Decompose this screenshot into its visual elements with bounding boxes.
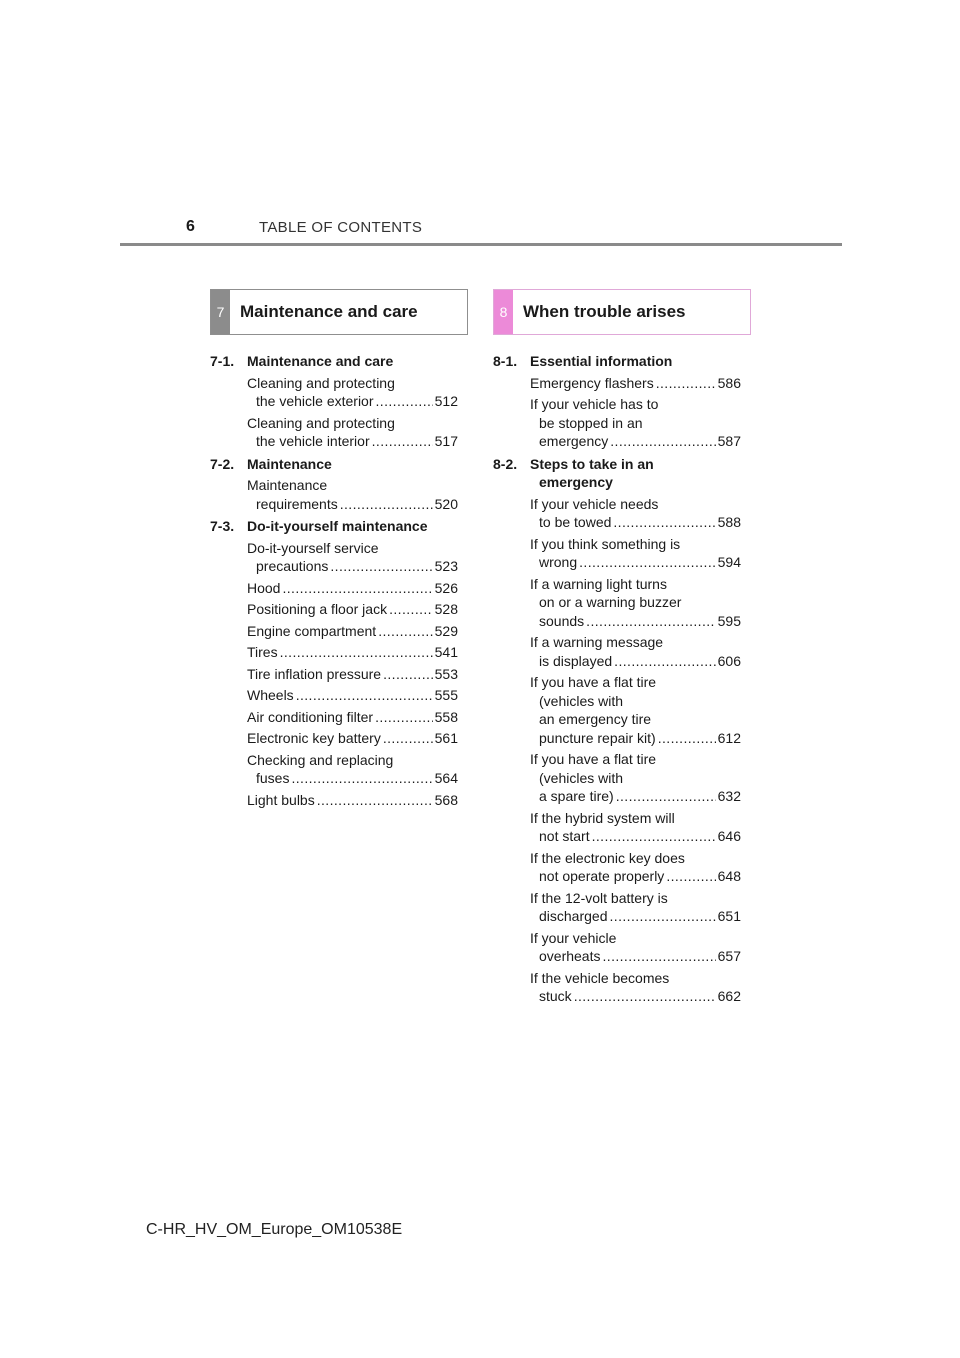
entry-title-line: Wheels (247, 687, 294, 703)
entry-leader-line (247, 392, 458, 411)
toc-entry-link[interactable] (530, 849, 741, 886)
dot-leader (296, 686, 433, 705)
entry-title-line: Cleaning and protecting (247, 414, 395, 431)
entry-leader-line (530, 729, 741, 748)
entry-title-line: wrong (539, 554, 578, 570)
group-heading (493, 352, 741, 371)
toc-entry-link[interactable] (247, 622, 458, 641)
page-ref: 594 (717, 554, 741, 570)
page-ref: 555 (434, 687, 458, 703)
page-header-title: TABLE OF CONTENTS (259, 219, 423, 236)
toc-entry-link[interactable] (530, 374, 741, 393)
section-8-title: When trouble arises (523, 302, 686, 321)
dot-leader (666, 867, 715, 886)
dot-leader (280, 643, 433, 662)
entry-leader-line (530, 553, 741, 572)
group-title (530, 352, 741, 371)
toc-entry-link[interactable] (530, 575, 741, 631)
entry-title-line: requirements (256, 495, 338, 512)
toc-group (210, 352, 458, 451)
group-number: 8-2. (493, 455, 518, 472)
dot-leader (656, 374, 716, 393)
entry-title-line: discharged (539, 908, 608, 924)
dot-leader (574, 987, 716, 1006)
entry-leader-line (247, 557, 458, 576)
group-heading (210, 517, 458, 536)
page-ref: 561 (434, 730, 458, 746)
entry-title-line: Cleaning and protecting (247, 374, 395, 391)
entry-title-line: stuck (539, 988, 572, 1004)
toc-entry-link[interactable] (247, 374, 458, 411)
dot-leader (375, 708, 433, 727)
entry-title-line: is displayed (539, 652, 613, 669)
group-number: 7-1. (210, 353, 235, 369)
entry-title-line: If your vehicle needs (530, 495, 659, 512)
entry-title-line: Tires (247, 644, 278, 660)
dot-leader (383, 665, 433, 684)
page-ref: 632 (717, 788, 741, 804)
toc-entry-link[interactable] (247, 729, 458, 748)
entry-title-line: Do-it-yourself service (247, 539, 379, 556)
entry-title-line: to be towed (539, 514, 612, 530)
dot-leader (376, 392, 433, 411)
group-heading (493, 455, 741, 492)
dot-leader (613, 513, 715, 532)
entry-title-line: (vehicles with (539, 692, 624, 709)
entry-title-line: If the electronic key does (530, 849, 685, 866)
page-ref: 568 (434, 791, 458, 808)
toc-entry-link[interactable] (247, 643, 458, 662)
page-ref: 588 (717, 514, 741, 530)
entry-title-line: an emergency tire (539, 711, 652, 727)
entry-title-line: overheats (539, 948, 601, 964)
entry-title-line: If you have a flat tire (530, 751, 657, 767)
page-ref: 528 (434, 601, 458, 617)
group-heading (210, 455, 458, 474)
toc-entry-link[interactable] (247, 665, 458, 684)
entry-title-line: (vehicles with (539, 769, 624, 786)
page-ref: 606 (717, 652, 741, 669)
page-ref: 520 (434, 495, 458, 512)
entry-title-line: If your vehicle (530, 929, 617, 946)
page-ref: 529 (434, 622, 458, 639)
group-title-line: Maintenance (247, 455, 332, 472)
entry-title-line: Tire inflation pressure (247, 665, 382, 682)
page-ref: 595 (717, 612, 741, 629)
dot-leader (291, 769, 432, 788)
page-ref: 586 (717, 374, 741, 391)
entry-leader-line (530, 987, 741, 1006)
entry-title-line: the vehicle exterior (256, 393, 374, 409)
page-ref: 587 (717, 433, 741, 449)
dot-leader (592, 827, 716, 846)
group-title-line: Steps to take in an (530, 455, 654, 472)
dot-leader (579, 553, 716, 572)
group-heading (210, 352, 458, 371)
dot-leader (383, 729, 433, 748)
dot-leader (282, 579, 432, 598)
page-ref: 558 (434, 708, 458, 725)
entry-title-line: the vehicle interior (256, 433, 370, 449)
toc-column-right (493, 352, 741, 1010)
page-ref: 517 (434, 433, 458, 449)
entry-leader-line (530, 652, 741, 671)
dot-leader (317, 791, 433, 810)
group-title-line: Do-it-yourself maintenance (247, 518, 428, 534)
page-ref: 541 (434, 644, 458, 660)
entry-title-line: Emergency flashers (530, 374, 654, 391)
toc-entry-link[interactable] (530, 809, 741, 846)
dot-leader (372, 432, 433, 451)
group-title (247, 455, 458, 474)
group-title (247, 517, 458, 536)
entry-title-line: precautions (256, 558, 329, 574)
entry-leader-line (247, 643, 458, 662)
entry-leader-line (530, 612, 741, 631)
section-7-title: Maintenance and care (240, 302, 418, 321)
group-title-line: Maintenance and care (247, 353, 394, 369)
toc-entry-link[interactable] (247, 708, 458, 727)
toc-entry-link[interactable] (247, 600, 458, 619)
entry-title-line: Air conditioning filter (247, 708, 374, 725)
dot-leader (658, 729, 716, 748)
document-code: C-HR_HV_OM_Europe_OM10538E (146, 1221, 403, 1238)
group-number: 7-2. (210, 455, 235, 472)
entry-leader-line (247, 665, 458, 684)
toc-entry-link[interactable] (247, 751, 458, 788)
group-title-line: emergency (539, 474, 613, 490)
entry-leader-line (530, 867, 741, 886)
page-ref: 657 (717, 948, 741, 964)
entry-title-line: a spare tire) (539, 788, 614, 804)
toc-entry-link[interactable] (247, 579, 458, 598)
page-ref: 648 (717, 868, 741, 884)
entry-leader-line (247, 729, 458, 748)
dot-leader (602, 947, 715, 966)
entry-leader-line (247, 495, 458, 514)
section-8-tab: 8 (494, 290, 513, 334)
entry-title-line: Electronic key battery (247, 730, 381, 746)
toc-group (493, 455, 741, 1006)
entry-leader-line (530, 787, 741, 806)
group-number: 8-1. (493, 353, 518, 369)
entry-leader-line (247, 686, 458, 705)
entry-title-line: not operate properly (539, 868, 665, 884)
page-ref: 612 (717, 729, 741, 746)
entry-leader-line (247, 769, 458, 788)
toc-entry-link[interactable] (247, 791, 458, 810)
dot-leader (330, 557, 432, 576)
group-title (530, 455, 741, 492)
entry-leader-line (247, 622, 458, 641)
entry-leader-line (247, 791, 458, 810)
entry-title-line: be stopped in an (539, 414, 643, 431)
toc-entry-link[interactable] (530, 673, 741, 747)
entry-title-line: not start (539, 828, 590, 844)
toc-group (493, 352, 741, 451)
entry-title-line: If a warning message (530, 634, 664, 650)
dot-leader (610, 432, 715, 451)
toc-entry-link[interactable] (247, 414, 458, 451)
entry-title-line: If the hybrid system will (530, 809, 675, 826)
entry-title-line: Hood (247, 579, 281, 596)
section-7-tab: 7 (211, 290, 230, 334)
toc-entry-link[interactable] (530, 395, 741, 451)
entry-title-line: If you think something is (530, 535, 681, 552)
dot-leader (614, 652, 715, 671)
entry-title-line: sounds (539, 612, 585, 629)
page-ref: 564 (434, 770, 458, 786)
entry-title-line: If the vehicle becomes (530, 969, 670, 986)
page-number: 6 (186, 218, 195, 235)
page-ref: 523 (434, 558, 458, 574)
entry-leader-line (247, 432, 458, 451)
entry-leader-line (530, 907, 741, 926)
entry-title-line: If your vehicle has to (530, 396, 659, 412)
dot-leader (378, 622, 432, 641)
dot-leader (586, 612, 715, 631)
header-rule (120, 243, 842, 246)
entry-leader-line (530, 513, 741, 532)
page-ref: 526 (434, 579, 458, 596)
dot-leader (610, 907, 716, 926)
toc-entry-link[interactable] (530, 535, 741, 572)
group-number: 7-3. (210, 518, 235, 534)
group-title (247, 352, 458, 371)
page-ref: 512 (434, 393, 458, 409)
entry-leader-line (247, 600, 458, 619)
entry-leader-line (247, 708, 458, 727)
entry-title-line: Light bulbs (247, 791, 315, 808)
section-8-header[interactable] (493, 289, 751, 335)
toc-group (210, 455, 458, 514)
toc-entry-link[interactable] (530, 889, 741, 926)
toc-entry-link[interactable] (530, 969, 741, 1006)
dot-leader (389, 600, 433, 619)
entry-leader-line (530, 947, 741, 966)
entry-title-line: emergency (539, 433, 609, 449)
entry-leader-line (530, 827, 741, 846)
section-7-header[interactable] (210, 289, 468, 335)
toc-entry-link[interactable] (247, 476, 458, 513)
toc-entry-link[interactable] (247, 686, 458, 705)
toc-entry-link[interactable] (530, 929, 741, 966)
entry-leader-line (530, 432, 741, 451)
entry-title-line: on or a warning buzzer (539, 594, 682, 610)
entry-leader-line (530, 374, 741, 393)
page-ref: 651 (717, 908, 741, 924)
group-title-line: Essential information (530, 353, 673, 369)
entry-title-line: Maintenance (247, 477, 328, 493)
entry-title-line: fuses (256, 770, 290, 786)
entry-title-line: puncture repair kit) (539, 729, 656, 746)
page-ref: 662 (717, 988, 741, 1004)
toc-entry-link[interactable] (530, 495, 741, 532)
entry-title-line: If a warning light turns (530, 575, 667, 592)
entry-title-line: Checking and replacing (247, 751, 394, 768)
entry-title-line: If the 12-volt battery is (530, 889, 668, 906)
toc-column-left (210, 352, 458, 813)
toc-entry-link[interactable] (530, 750, 741, 806)
page-ref: 646 (717, 828, 741, 844)
toc-group (210, 517, 458, 809)
toc-entry-link[interactable] (247, 539, 458, 576)
page-ref: 553 (434, 665, 458, 682)
entry-title-line: Engine compartment (247, 622, 377, 639)
dot-leader (616, 787, 716, 806)
entry-leader-line (247, 579, 458, 598)
toc-entry-link[interactable] (530, 633, 741, 670)
dot-leader (340, 495, 433, 514)
entry-title-line: If you have a flat tire (530, 674, 657, 690)
entry-title-line: Positioning a floor jack (247, 601, 388, 617)
